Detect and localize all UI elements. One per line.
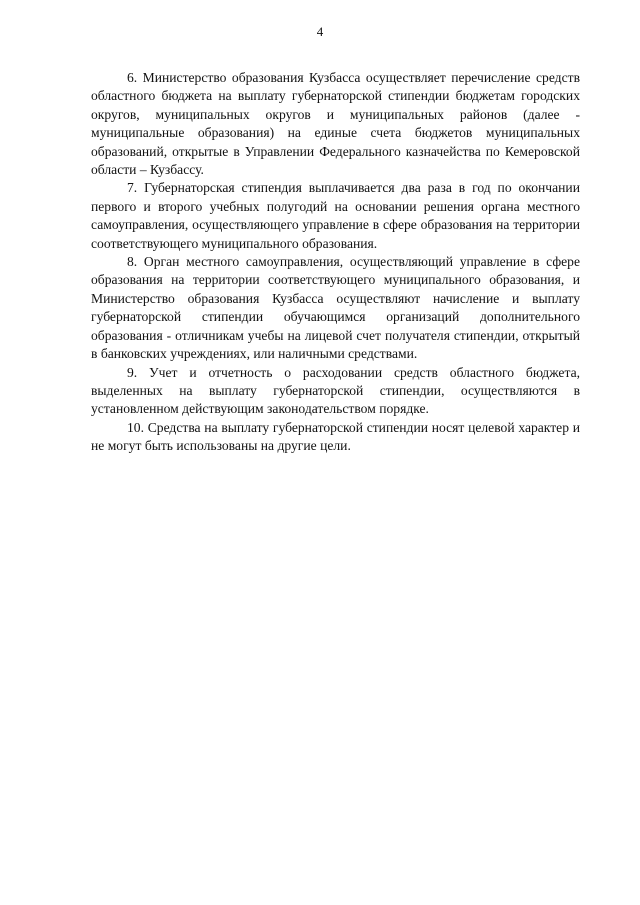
paragraph-10: 10. Средства на выплату губернаторской стипендии носят целевой характер и не могут быть использованы на другие цели. [91,419,580,454]
document-body [91,69,580,456]
paragraph-7: 7. Губернаторская стипендия выплачивается два раза в год по окончании первого и второго учебных полугодий на основании решения органа местного самоуправления, осуществляющего управление в сфере образования на территории соответствующего муниципального образования. [91,180,580,251]
page-number: 4 [316,24,324,39]
paragraph-9: 9. Учет и отчетность о расходовании средств областного бюджета, выделенных на выплату губернаторской стипендии, осуществляются в установленном действующим законодательством порядке. [91,364,580,417]
paragraph-6: 6. Министерство образования Кузбасса осуществляет перечисление средств областного бюджета на выплату губернаторской стипендии бюджетам городских округов, муниципальных округов и муниципальных районов (далее - муниципальные образования) на единые счета бюджетов муниципальных образований, открытые в Управлении Федерального казначейства по Кемеровской области – Кузбассу. [91,70,580,178]
paragraph-8: 8. Орган местного самоуправления, осуществляющий управление в сфере образования на территории соответствующего муниципального образования, и Министерство образования Кузбасса осуществляют начисление и выплату губернаторской стипендии обучающимся организаций дополнительного образования - отличникам учебы на лицевой счет получателя стипендии, открытый в банковских учреждениях, или наличными средствами. [91,254,580,362]
